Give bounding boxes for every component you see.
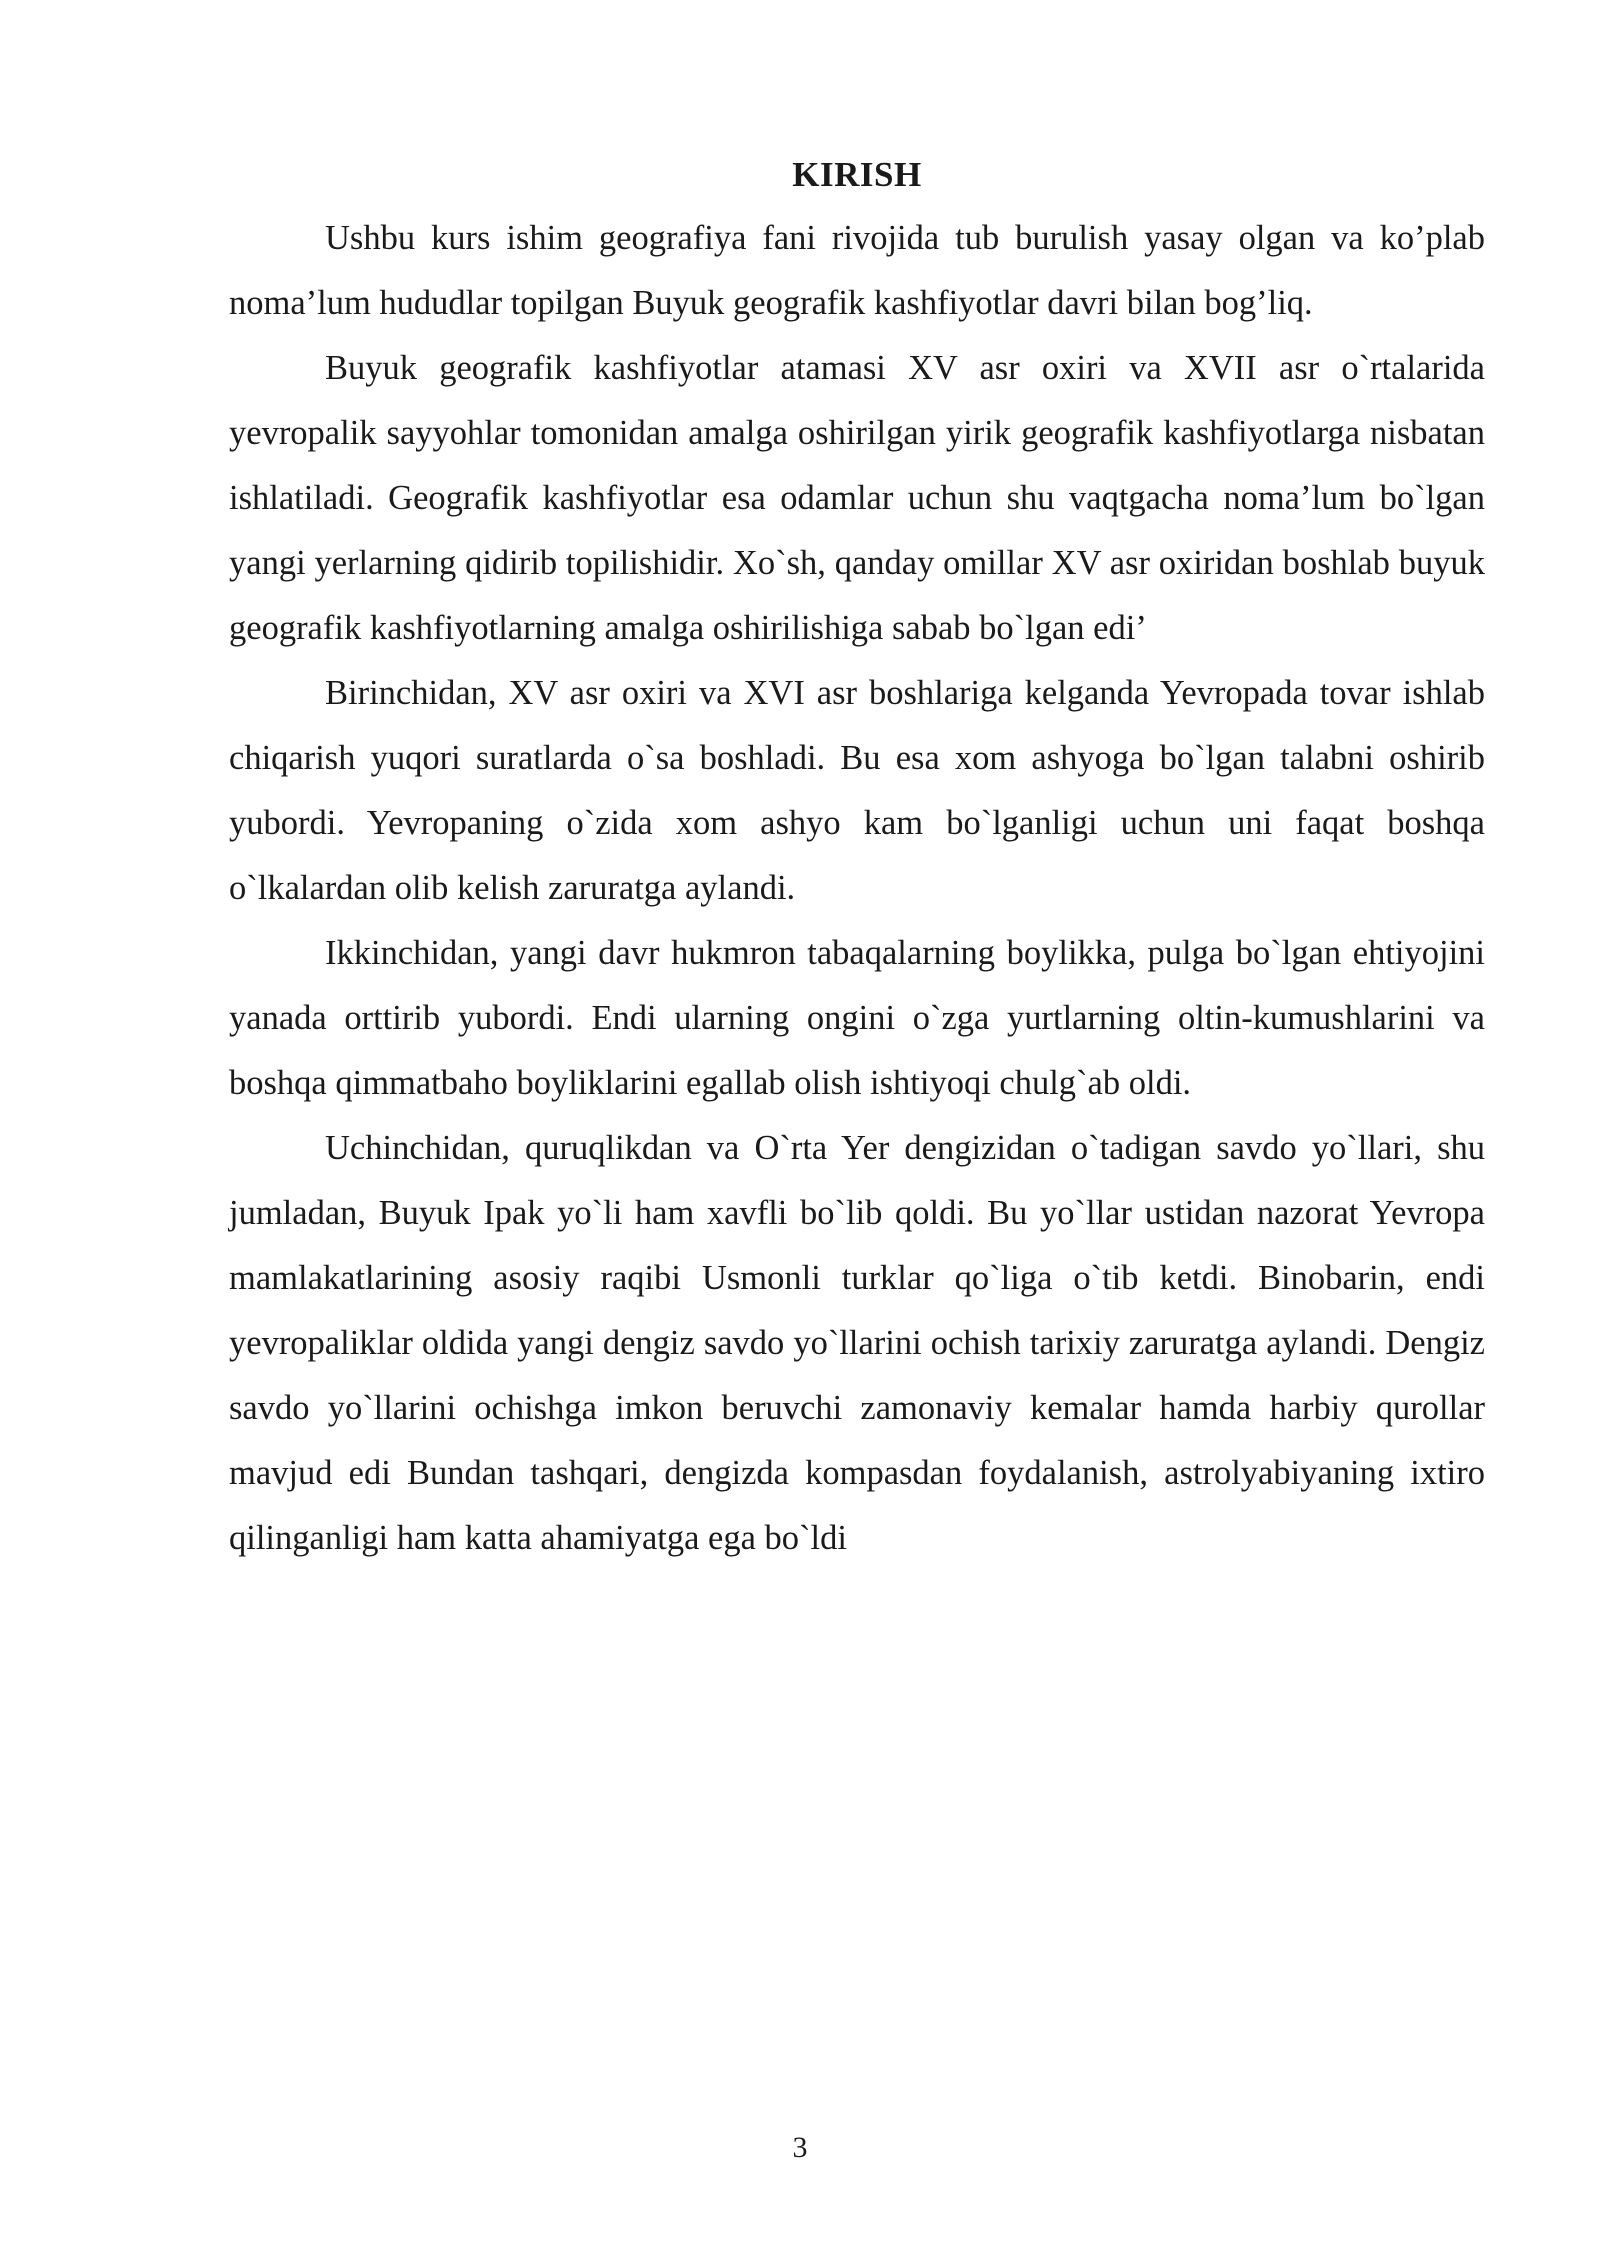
section-title: KIRISH — [792, 155, 922, 194]
paragraph-third-reason: Uchinchidan, quruqlikdan va O`rta Yer dengizidan o`tadigan savdo yo`llari, shu jumladan, Buyuk Ipak yo`li ham xavfli bo`lib qoldi. Bu yo`llar ustidan nazorat Yevropa mamlakatlarining asosiy raqibi Usmonli turklar qo`liga o`tib ketdi. Binobarin, endi yevropaliklar oldida yangi dengiz savdo yo`llarini ochish tarixiy zaruratga aylandi. Dengiz savdo yo`llarini ochishga imkon beruvchi zamonaviy kemalar hamda harbiy qurollar mavjud edi Bundan tashqari, dengizda kompasdan foydalanish, astrolyabiyaning ixtiro qilinganligi ham katta ahamiyatga ega bo`ldi — [229, 1129, 1485, 1557]
paragraph-second-reason: Ikkinchidan, yangi davr hukmron tabaqalarning boylikka, pulga bo`lgan ehtiyojini yanada orttirib yubordi. Endi ularning ongini o`zga yurtlarning oltin-kumushlarini va boshqa qimmatbaho boyliklarini egallab olish ishtiyoqi chulg`ab oldi. — [229, 934, 1485, 1102]
paragraph-intro: Ushbu kurs ishim geografiya fani rivojida tub burulish yasay olgan va ko’plab noma’lum hududlar topilgan Buyuk geografik kashfiyotlar davri bilan bog’liq. — [229, 219, 1485, 322]
paragraph-definition: Buyuk geografik kashfiyotlar atamasi XV asr oxiri va XVII asr o`rtalarida yevropalik sayyohlar tomonidan amalga oshirilgan yirik geografik kashfiyotlarga nisbatan ishlatiladi. Geografik kashfiyotlar esa odamlar uchun shu vaqtgacha noma’lum bo`lgan yangi yerlarning qidirib topilishidir. Xo`sh, qanday omillar XV asr oxiridan boshlab buyuk geografik kashfiyotlarning amalga oshirilishiga sabab bo`lgan edi’ — [229, 349, 1485, 647]
page-content — [229, 148, 1485, 1571]
paragraph-first-reason: Birinchidan, XV asr oxiri va XVI asr boshlariga kelganda Yevropada tovar ishlab chiqarish yuqori suratlarda o`sa boshladi. Bu esa xom ashyoga bo`lgan talabni oshirib yubordi. Yevropaning o`zida xom ashyo kam bo`lganligi uchun uni faqat boshqa o`lkalardan olib kelish zaruratga aylandi. — [229, 674, 1485, 907]
page-number: 3 — [792, 2131, 808, 2164]
